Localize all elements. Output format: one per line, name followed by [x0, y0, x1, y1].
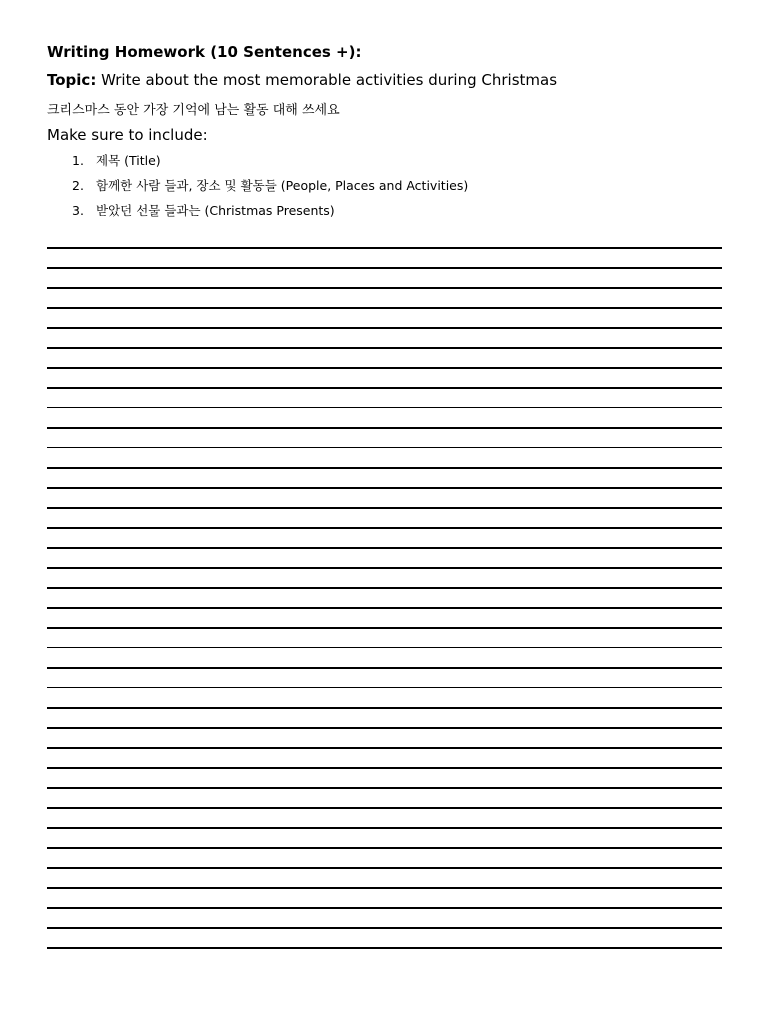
checklist-number: 3.	[72, 203, 84, 218]
checklist-text: 제목 (Title)	[96, 153, 161, 168]
korean-instruction: 크리스마스 동안 가장 기억에 남는 활동 대해 쓰세요	[47, 103, 340, 118]
writing-line	[47, 487, 722, 489]
writing-line	[47, 567, 722, 569]
checklist-item	[72, 153, 468, 178]
checklist-number: 2.	[72, 178, 84, 193]
writing-line	[47, 267, 722, 269]
writing-line	[47, 427, 722, 429]
writing-line	[47, 687, 722, 688]
writing-line	[47, 447, 722, 448]
writing-line	[47, 247, 722, 249]
writing-line	[47, 467, 722, 469]
writing-line	[47, 387, 722, 389]
checklist-item	[72, 203, 468, 228]
writing-line	[47, 807, 722, 809]
writing-line	[47, 347, 722, 349]
writing-line	[47, 507, 722, 509]
writing-line	[47, 947, 722, 949]
topic-label: Topic:	[47, 71, 97, 89]
writing-line	[47, 287, 722, 289]
writing-line	[47, 787, 722, 789]
writing-line	[47, 307, 722, 309]
writing-line	[47, 647, 722, 648]
writing-line	[47, 747, 722, 749]
writing-line	[47, 767, 722, 769]
topic-line	[47, 71, 557, 89]
writing-line	[47, 367, 722, 369]
checklist-item	[72, 178, 468, 203]
topic-text: Write about the most memorable activities during Christmas	[96, 71, 558, 89]
checklist-text: 받았던 선물 들과는 (Christmas Presents)	[96, 203, 335, 218]
writing-line	[47, 707, 722, 709]
writing-line	[47, 907, 722, 909]
writing-line	[47, 587, 722, 589]
writing-line	[47, 547, 722, 549]
writing-line	[47, 327, 722, 329]
writing-line	[47, 727, 722, 729]
writing-line	[47, 667, 722, 669]
writing-line	[47, 607, 722, 609]
writing-line	[47, 407, 722, 408]
writing-line	[47, 887, 722, 889]
homework-heading: Writing Homework (10 Sentences +):	[47, 43, 362, 61]
include-label: Make sure to include:	[47, 126, 208, 144]
writing-line	[47, 627, 722, 629]
writing-line	[47, 827, 722, 829]
checklist-number: 1.	[72, 153, 84, 168]
writing-line	[47, 527, 722, 529]
writing-line	[47, 847, 722, 849]
checklist-text: 함께한 사람 들과, 장소 및 활동들 (People, Places and Activities)	[96, 178, 469, 193]
writing-line	[47, 867, 722, 869]
worksheet-page	[47, 0, 722, 1024]
checklist	[72, 153, 468, 228]
writing-lines-area[interactable]	[47, 247, 722, 967]
writing-line	[47, 927, 722, 929]
